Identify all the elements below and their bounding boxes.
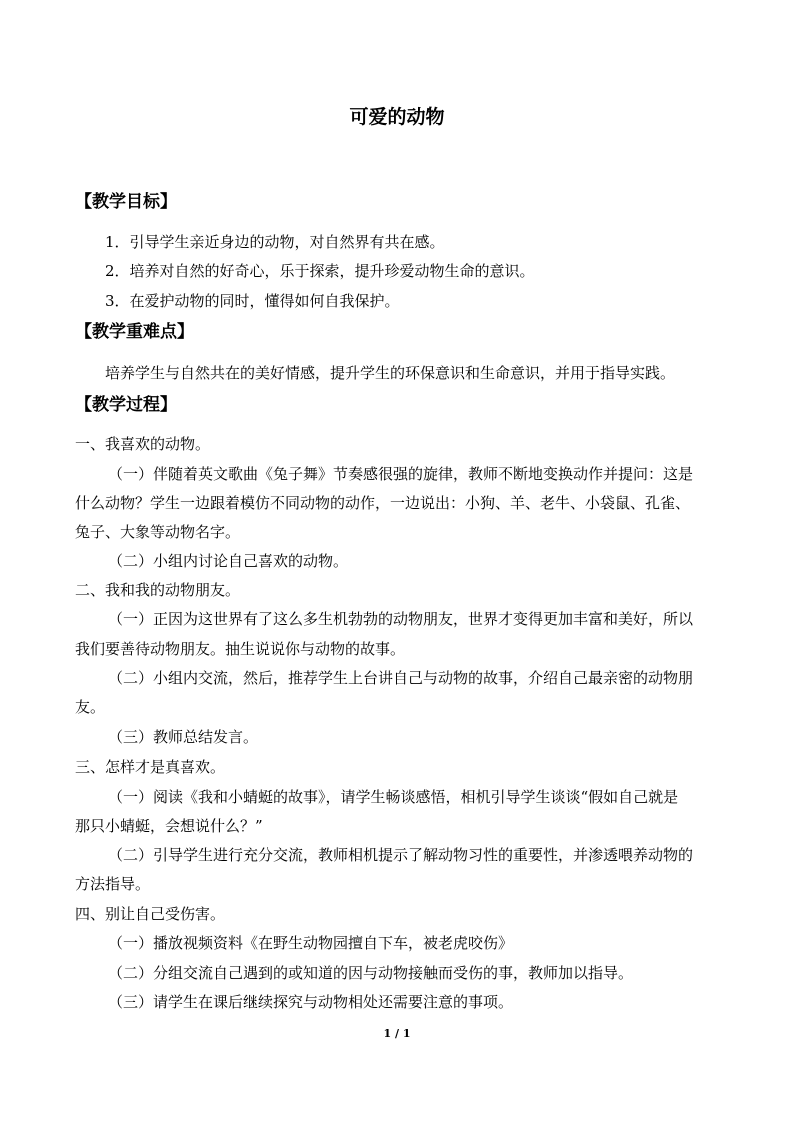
paragraph-line: 那只小蜻蜓，会想说什么？” (75, 817, 263, 835)
paragraph-line: （一）阅读《我和小蜻蜓的故事》，请学生畅谈感悟，相机引导学生谈谈“假如自己就是 (108, 788, 679, 806)
heading-key-points: 【教学重难点】 (75, 322, 194, 342)
page-number: 1 / 1 (383, 1027, 411, 1040)
paragraph-line: 我们要善待动物朋友。抽生说说你与动物的故事。 (75, 640, 406, 658)
paragraph-line: （二）小组内交流，然后，推荐学生上台讲自己与动物的故事，介绍自己最亲密的动物朋 (108, 669, 694, 687)
goal-item: 1．引导学生亲近身边的动物，对自然界有共在感。 (105, 233, 445, 251)
section-heading: 四、别让自己受伤害。 (75, 905, 226, 923)
paragraph-line: 兔子、大象等动物名字。 (75, 523, 241, 541)
paragraph-line: （二）引导学生进行充分交流，教师相机提示了解动物习性的重要性，并渗透喂养动物的 (108, 846, 694, 864)
goal-item: 3．在爱护动物的同时，懂得如何自我保护。 (105, 292, 400, 310)
heading-teaching-process: 【教学过程】 (75, 395, 177, 415)
paragraph-line: （三）请学生在课后继续探究与动物相处还需要注意的事项。 (108, 993, 514, 1011)
page-title: 可爱的动物 (349, 106, 445, 128)
paragraph-line: （二）分组交流自己遇到的或知道的因与动物接触而受伤的事，教师加以指导。 (108, 964, 634, 982)
heading-teaching-goals: 【教学目标】 (75, 192, 177, 212)
section-heading: 二、我和我的动物朋友。 (75, 581, 241, 599)
section-heading: 三、怎样才是真喜欢。 (75, 758, 226, 776)
paragraph-line: 方法指导。 (75, 875, 151, 893)
paragraph-line: （一）播放视频资料《在野生动物园擅自下车，被老虎咬伤》 (108, 934, 514, 952)
paragraph-line: （一）伴随着英文歌曲《兔子舞》节奏感很强的旋律，教师不断地变换动作并提问：这是 (108, 465, 694, 483)
paragraph-line: 友。 (75, 698, 106, 716)
section-heading: 一、我喜欢的动物。 (75, 435, 211, 453)
goal-item: 2．培养对自然的好奇心，乐于探索，提升珍爱动物生命的意识。 (105, 262, 535, 280)
paragraph-line: （二）小组内讨论自己喜欢的动物。 (108, 552, 349, 570)
paragraph-line: 什么动物？学生一边跟着模仿不同动物的动作，一边说出：小狗、羊、老牛、小袋鼠、孔雀、 (75, 494, 691, 512)
paragraph-line: （三）教师总结发言。 (108, 728, 259, 746)
key-points-text: 培养学生与自然共在的美好情感，提升学生的环保意识和生命意识，并用于指导实践。 (105, 364, 676, 382)
paragraph-line: （一）正因为这世界有了这么多生机勃勃的动物朋友，世界才变得更加丰富和美好，所以 (108, 610, 694, 628)
